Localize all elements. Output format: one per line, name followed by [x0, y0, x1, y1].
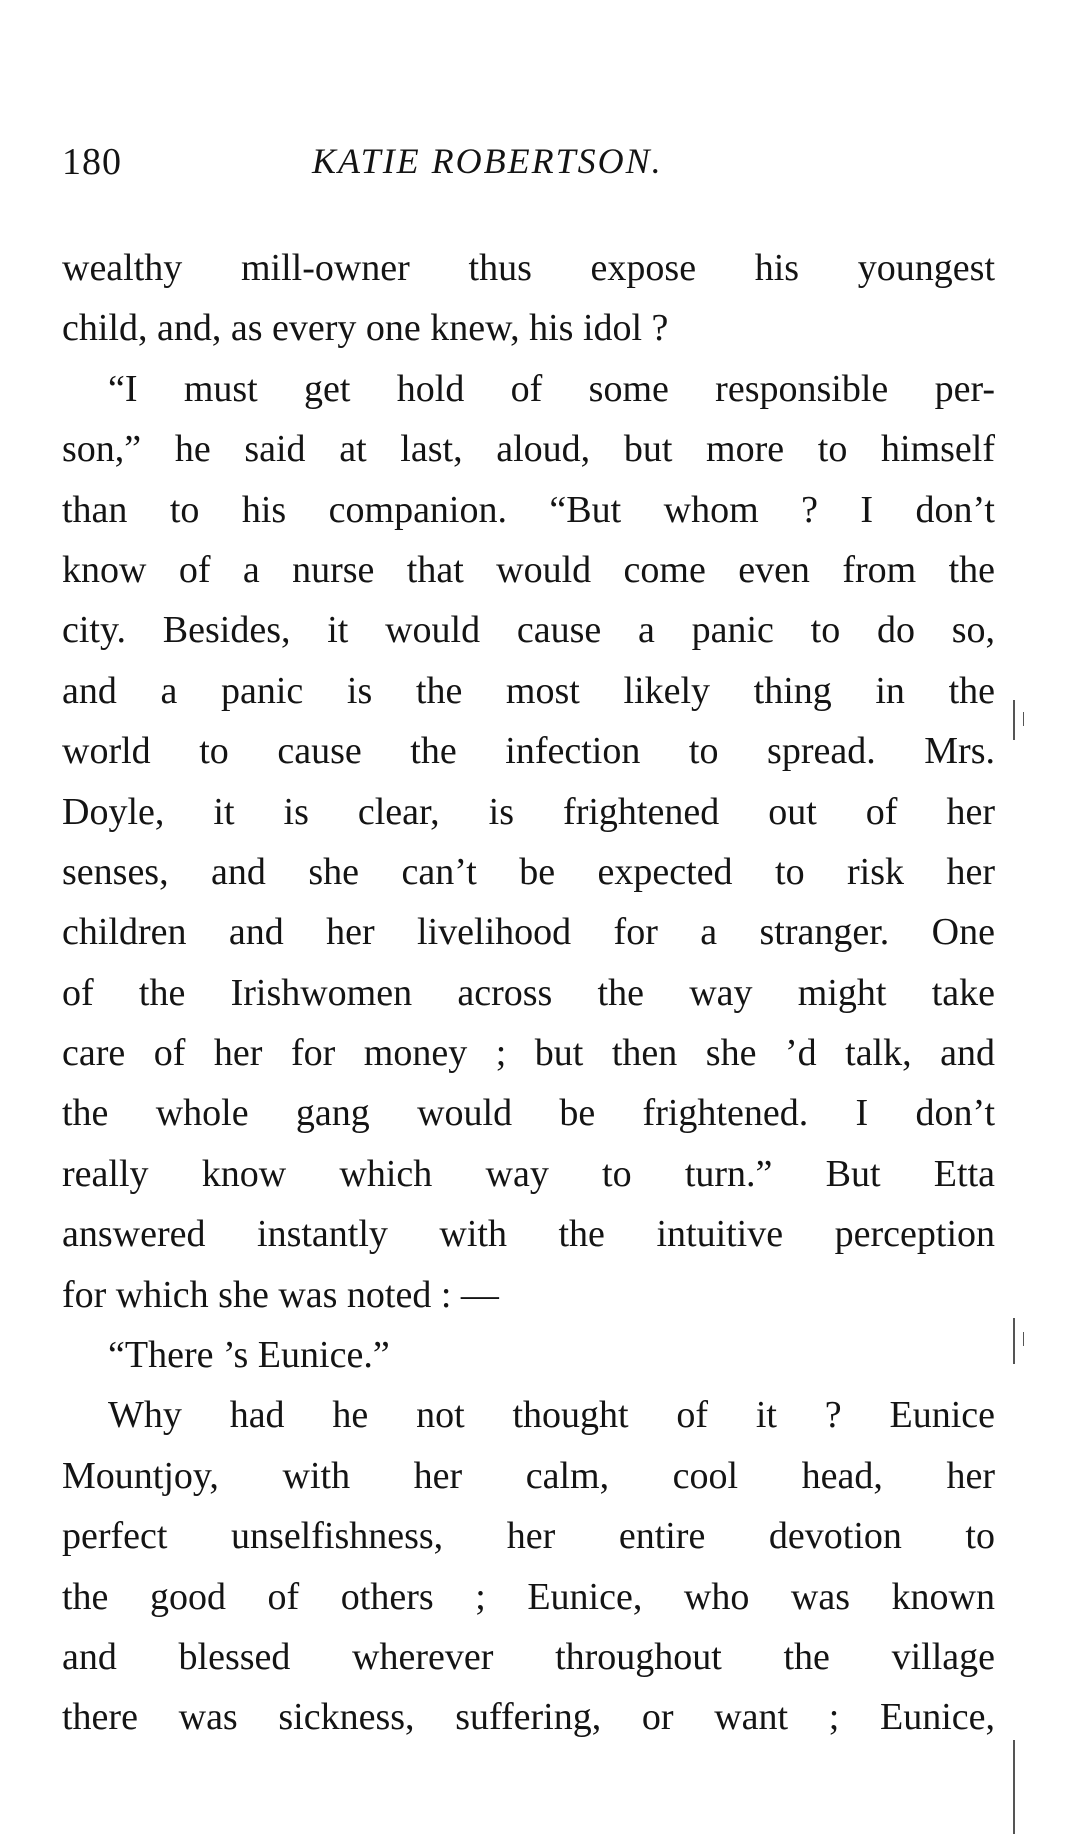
- text-line: and blessed wherever throughout the village: [62, 1635, 995, 1678]
- text-line: Why had he not thought of it ? Eunice: [108, 1394, 995, 1437]
- text-line: the good of others ; Eunice, who was known: [62, 1575, 995, 1618]
- margin-mark: [1013, 1318, 1015, 1364]
- margin-mark: [1013, 1740, 1015, 1834]
- text-line: “I must get hold of some responsible per-: [108, 367, 995, 410]
- text-line: the whole gang would be frightened. I don’t: [62, 1092, 995, 1135]
- running-title: KATIE ROBERTSON.: [312, 141, 663, 181]
- text-line: really know which way to turn.” But Etta: [62, 1152, 995, 1195]
- text-line: world to cause the infection to spread. Mrs.: [62, 730, 995, 773]
- page-number: 180: [62, 141, 122, 183]
- text-line: Doyle, it is clear, is frightened out of her: [62, 790, 995, 833]
- text-line: and a panic is the most likely thing in the: [62, 669, 995, 712]
- body-text: [62, 238, 995, 1748]
- text-line: of the Irishwomen across the way might take: [62, 971, 995, 1014]
- text-line: know of a nurse that would come even from the: [62, 548, 995, 591]
- text-line: there was sickness, suffering, or want ; Eunice,: [62, 1696, 995, 1739]
- text-line: than to his companion. “But whom ? I don’t: [62, 488, 995, 531]
- text-line: Mountjoy, with her calm, cool head, her: [62, 1454, 995, 1497]
- text-line: child, and, as every one knew, his idol ?: [62, 307, 669, 350]
- text-line: for which she was noted : —: [62, 1273, 499, 1316]
- text-line: senses, and she can’t be expected to risk her: [62, 850, 995, 893]
- text-line: “There ’s Eunice.”: [108, 1334, 390, 1377]
- text-line: children and her livelihood for a stranger. One: [62, 911, 995, 954]
- running-header: [62, 140, 1002, 200]
- text-line: wealthy mill-owner thus expose his youngest: [62, 247, 995, 289]
- text-line: perfect unselfishness, her entire devotion to: [62, 1515, 995, 1558]
- margin-mark: [1013, 700, 1015, 740]
- margin-mark: [1023, 712, 1024, 726]
- text-line: city. Besides, it would cause a panic to do so,: [62, 609, 995, 652]
- text-line: care of her for money ; but then she ’d talk, and: [62, 1032, 995, 1075]
- text-line: answered instantly with the intuitive perception: [62, 1213, 995, 1256]
- margin-mark: [1023, 1332, 1024, 1346]
- text-line: son,” he said at last, aloud, but more to himself: [62, 428, 995, 471]
